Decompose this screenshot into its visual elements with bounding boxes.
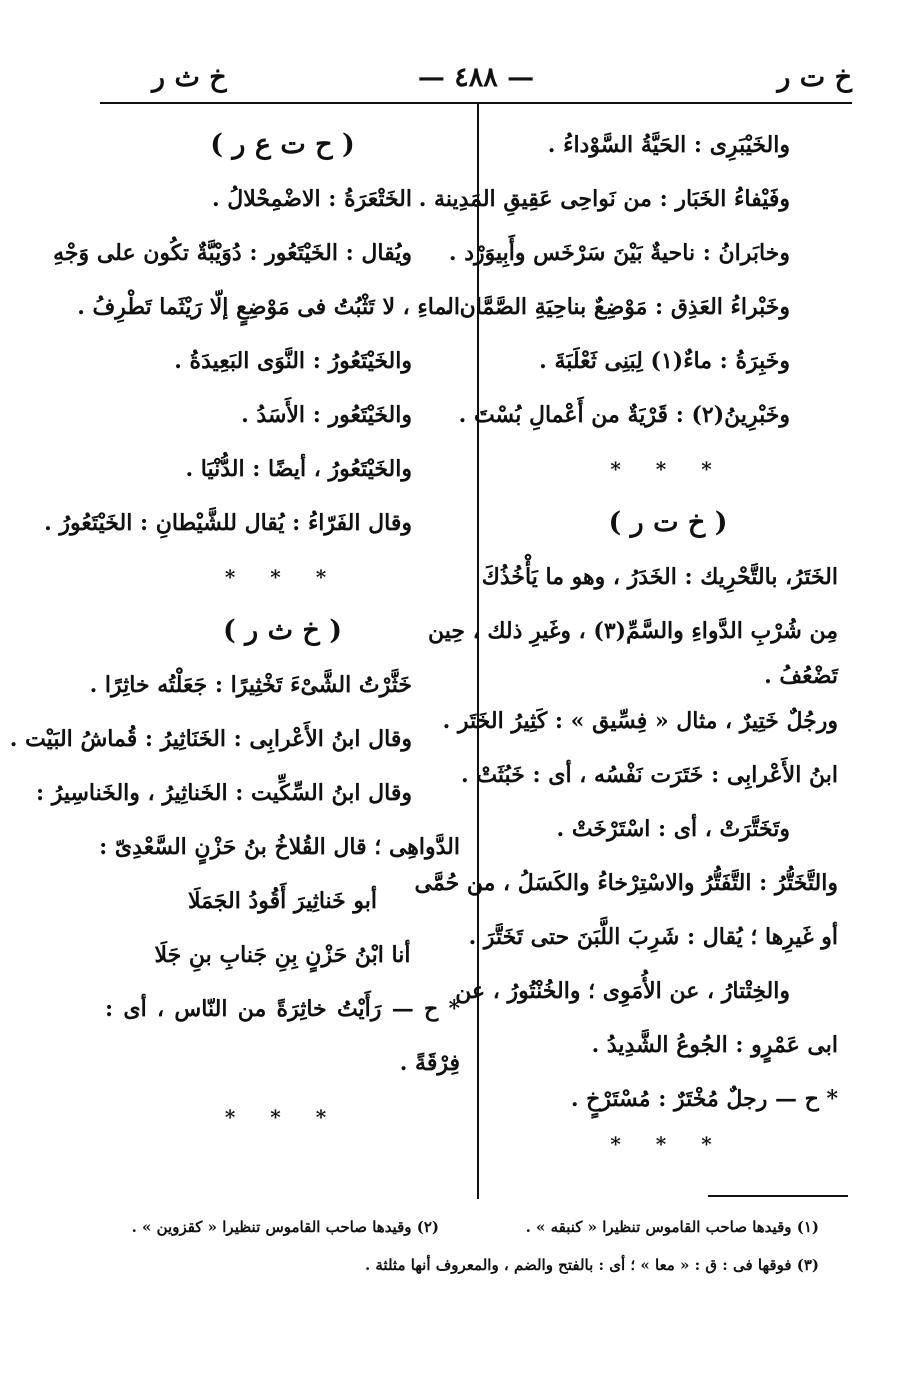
text-line: والخَيْتَعُور : الأَسَدُ . [241,402,412,428]
text-line: وخَبْراءُ العَذِق : مَوْضِعٌ بناحِيَةِ الصَّمَّان . [444,294,790,320]
text-line: والخَيْتَعُورُ : النَّوَى البَعِيدَةُ . [174,348,412,374]
text-line: وخَبِرَةُ : ماءٌ(١) لِبَنِى ثَعْلَبَةَ . [539,348,790,374]
footnote-3: (٣) فوقها فى : ق : « معا » ؛ أى : بالفتح والضم ، والمعروف أنها مثلثة . [364,1256,819,1274]
footnote-1: (١) وقيدها صاحب القاموس تنظيرا « كنبقه » . [525,1218,819,1236]
section-heading: ( خ ت ر ) [608,507,728,538]
text-line: * ح — رجلٌ مُخْتَرٌ : مُسْتَرْخٍ . [570,1086,838,1112]
section-separator: * * * [224,1105,341,1129]
text-line: تَضْعُفُ . [764,663,838,689]
text-line: والخَيْبَرِى : الحَيَّةُ السَّوْداءُ . [547,132,790,158]
footnote-rule [708,1195,848,1197]
text-line: مِن شُرْبِ الدَّواءِ والسَّمِّ(٣) ، وغَيرِ ذلك ، حِين [427,618,838,644]
section-separator: * * * [610,1132,726,1156]
text-line: أو غَيرِها ؛ يُقال : شَرِبَ اللَّبَنَ حتى تَخَتَّرَ . [468,924,838,950]
section-separator: * * * [224,565,341,589]
text-line: والتَّخَتُّرُ : التَّفَتُّرُ والاسْتِرْخاءُ والكَسَلُ ، من حُمَّى [414,870,838,896]
text-line: وتَخَتَّرَتْ ، أى : اسْتَرْخَتْ . [556,816,790,842]
text-line: * ح — رَأَيْتُ خاثِرَةً من النّاس ، أى : [105,996,460,1022]
text-line: ورجُلٌ خَتِيرٌ ، مثال « فِسِّيق » : كَثِيرُ الخَتَر . [442,708,838,734]
text-line: الدَّواهِى ؛ قال القُلاخُ بنُ حَزْنٍ السَّعْدِىّ : [99,834,460,860]
text-line: الخَتْعَرَةُ : الاضْمِحْلالُ . [211,186,412,212]
page-number: — ٤٨٨ — [417,62,535,93]
text-line: وخَبْرِينُ(٢) : قَرْيَةٌ من أَعْمالِ بُسْتَ . [458,402,790,428]
text-line: وفَيْفاءُ الخَبَار : من نَواحِى عَقِيقِ المَدِينة . [418,186,790,212]
text-line: الماءِ ، لا تَثْبُتُ فى مَوْضِعٍ إلّا رَيْثَما تَطْرِفُ . [77,294,460,320]
text-line: وخابَرانُ : ناحيةٌ بَيْنَ سَرْخَس وأَبِيوَرْد . [448,240,790,266]
page-header [100,58,852,98]
footnote-2: (٢) وقيدها صاحب القاموس تنظيرا « كقزوين » . [131,1218,439,1236]
header-left-root: خ ث ر [152,62,227,93]
text-line: والخِتْتارُ ، عن الأُمَوِى ؛ والخُنْتُورُ ، عن [455,978,790,1004]
text-line: وقال ابنُ السِّكِّيت : الخَناثِيرُ ، والخَناسِيرُ : [35,780,412,806]
text-line: الخَتَرُ، بالتَّحْرِيك : الخَدَرُ ، وهو ما يَأْخُذُكَ [481,564,838,590]
section-heading: ( خ ث ر ) [222,615,343,646]
left-column [9,118,460,1144]
section-separator: * * * [610,457,726,481]
text-line: فِرْقَةً . [399,1050,460,1076]
text-line: ابى عَمْرٍو : الجُوعُ الشَّدِيدُ . [591,1032,838,1058]
text-line: والخَيْتَعُورُ ، أيضًا : الدُّنْيَا . [185,456,412,482]
text-line: وقال الفَرّاءُ : يُقال للشَّيْطانِ : الخَيْتَعُورُ . [44,510,412,536]
text-line: ابنُ الأَعْرابِى : خَتَرَت نَفْسُه ، أى : خَبُثَتْ . [461,762,838,788]
verse-line: أبو خَناثِيرَ أَقُودُ الجَمَلَا [187,888,378,914]
verse-line: أنا ابْنُ حَزْنٍ بِنِ جَنابِ بنِ جَلَا [154,942,411,968]
text-line: وقال ابنُ الأَعْرابِى : الخَنَاثِيرُ : قُماشُ البَيْت . [9,726,412,752]
text-line: خَثَّرْتُ الشَّىْءَ تَخْثِيرًا : جَعَلْتُه خاثِرًا . [89,672,412,698]
header-rule [100,102,852,104]
header-right-root: خ ت ر [777,62,852,93]
section-heading: ( ح ت ع ر ) [210,129,355,160]
text-line: ويُقال : الخَيْتَعُور : دُوَيْبَّةٌ تكُون على وَجْهِ [53,240,412,266]
